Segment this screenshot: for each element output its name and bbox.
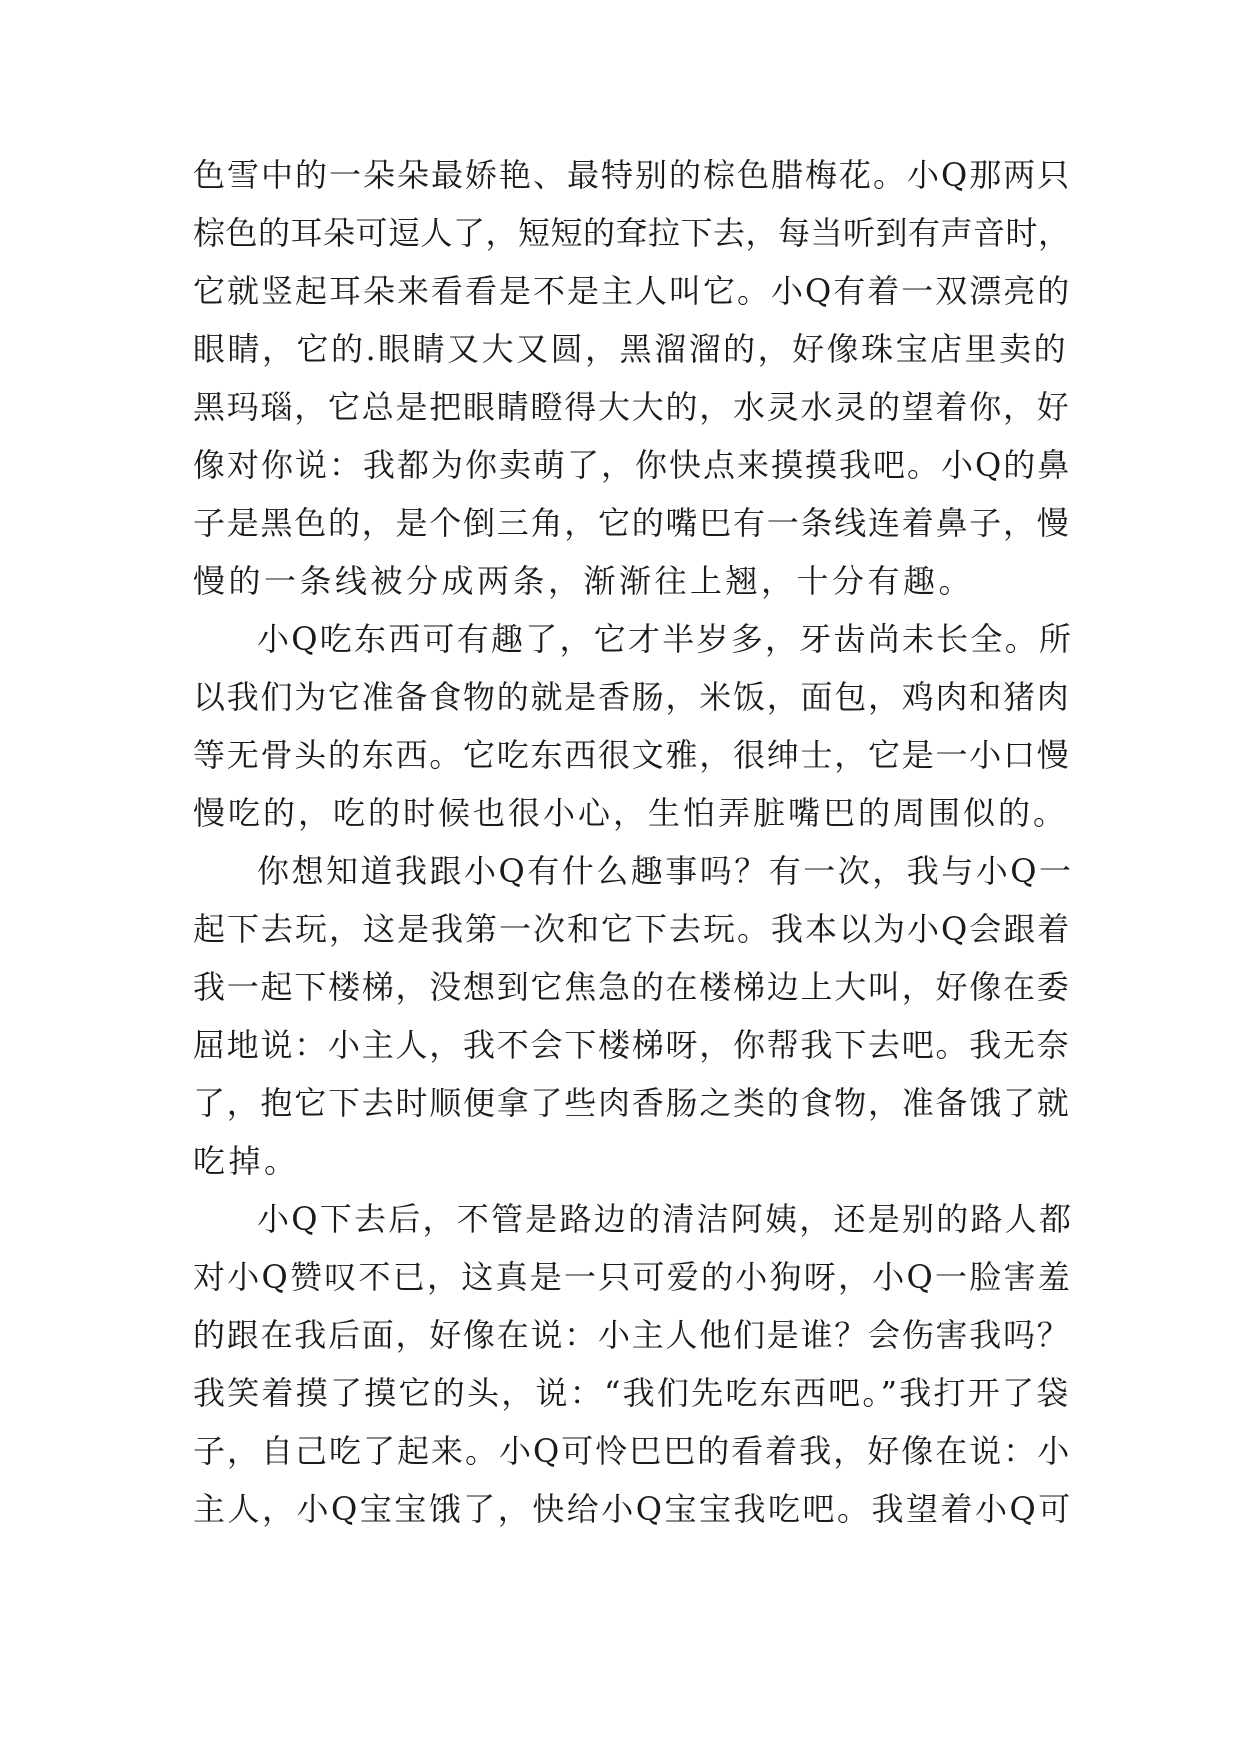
- text-line: 等无骨头的东西。它吃东西很文雅，很绅士，它是一小口慢: [193, 736, 1071, 774]
- text-line: 慢吃的，吃的时候也很小心，生怕弄脏嘴巴的周围似的。: [193, 794, 1069, 832]
- paragraph-first-line: 小Q吃东西可有趣了，它才半岁多，牙齿尚未长全。所: [257, 620, 1074, 658]
- text-line: 像对你说：我都为你卖萌了，你快点来摸摸我吧。小Q的鼻: [193, 446, 1072, 484]
- text-line: 它就竖起耳朵来看看是不是主人叫它。小Q有着一双漂亮的: [193, 272, 1072, 310]
- text-line: 我一起下楼梯，没想到它焦急的在楼梯边上大叫，好像在委: [193, 968, 1071, 1006]
- text-line: 黑玛瑙，它总是把眼睛瞪得大大的，水灵水灵的望着你，好: [193, 388, 1071, 426]
- text-line: 眼睛，它的.眼睛又大又圆，黑溜溜的，好像珠宝店里卖的: [193, 330, 1069, 368]
- text-line: 子是黑色的，是个倒三角，它的嘴巴有一条线连着鼻子，慢: [193, 504, 1071, 542]
- text-line: 吃掉。: [193, 1142, 300, 1180]
- text-line: 对小Q赞叹不已，这真是一只可爱的小狗呀，小Q一脸害羞: [193, 1258, 1072, 1296]
- text-line: 棕色的耳朵可逗人了，短短的耷拉下去，每当听到有声音时，: [193, 214, 1071, 252]
- paragraph-first-line: 小Q下去后，不管是路边的清洁阿姨，还是别的路人都: [257, 1200, 1074, 1238]
- text-line: 慢的一条线被分成两条，渐渐往上翘，十分有趣。: [193, 562, 975, 600]
- text-line: 主人，小Q宝宝饿了，快给小Q宝宝我吃吧。我望着小Q可: [193, 1490, 1073, 1528]
- body-text: [193, 146, 1073, 1538]
- text-line: 屈地说：小主人，我不会下楼梯呀，你帮我下去吧。我无奈: [193, 1026, 1071, 1064]
- text-line: 起下去玩，这是我第一次和它下去玩。我本以为小Q会跟着: [193, 910, 1072, 948]
- text-line: 我笑着摸了摸它的头，说：“我们先吃东西吧。”我打开了袋: [193, 1374, 1071, 1412]
- text-line: 色雪中的一朵朵最娇艳、最特别的棕色腊梅花。小Q那两只: [193, 156, 1072, 194]
- paragraph-first-line: 你想知道我跟小Q有什么趣事吗？有一次，我与小Q一: [257, 852, 1074, 890]
- text-line: 以我们为它准备食物的就是香肠，米饭，面包，鸡肉和猪肉: [193, 678, 1071, 716]
- text-line: 了，抱它下去时顺便拿了些肉香肠之类的食物，准备饿了就: [193, 1084, 1071, 1122]
- text-line: 的跟在我后面，好像在说：小主人他们是谁？会伤害我吗？: [193, 1316, 1071, 1354]
- text-line: 子，自己吃了起来。小Q可怜巴巴的看着我，好像在说：小: [193, 1432, 1072, 1470]
